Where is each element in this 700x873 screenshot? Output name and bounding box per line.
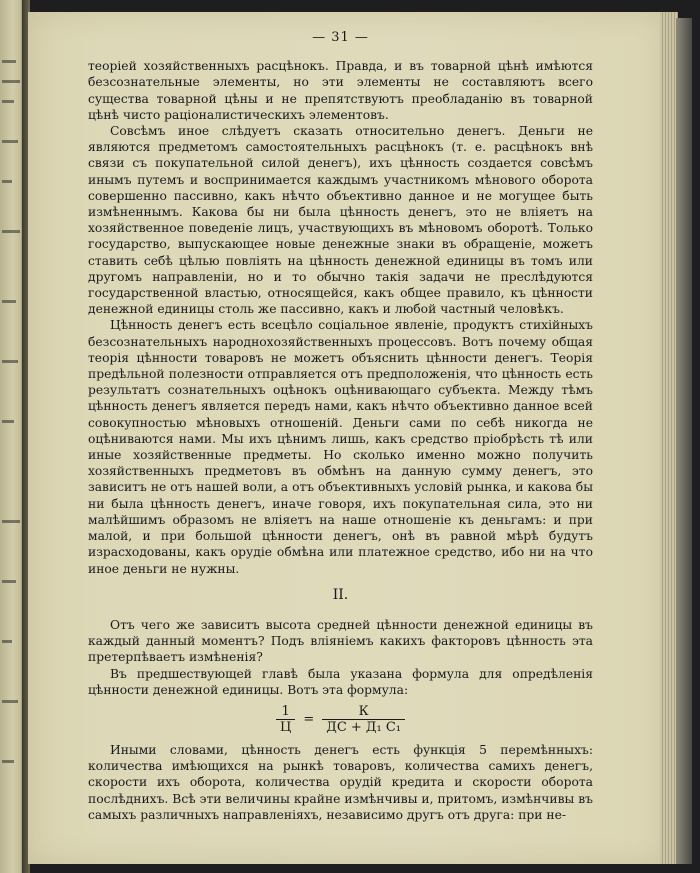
formula-equals: = xyxy=(303,711,315,727)
page-number: — 31 — xyxy=(312,30,369,45)
book-cover-edge xyxy=(676,18,692,864)
paragraph: Отъ чего же зависитъ высота средней цѣнности денежной единицы въ каждый данный моментъ? Подъ вліяніемъ какихъ факторовъ цѣнность эта претерпѣваетъ измѣненія? xyxy=(88,617,593,665)
section-heading: II. xyxy=(332,586,349,603)
formula-right-fraction xyxy=(322,704,405,736)
formula-left-denominator: Ц xyxy=(276,719,295,736)
formula-left-numerator: 1 xyxy=(281,703,290,719)
paragraph: Цѣнность денегъ есть всецѣло соціальное явленіе, продуктъ стихійныхъ безсознательныхъ народнохозяйственныхъ процессовъ. Вотъ почему общая теорія цѣнности товаровъ не можетъ объяснить цѣнности денегъ. Теорія предѣльной полезности отправляется отъ предположенія, что цѣнность есть результатъ сознательныхъ оцѣнокъ оцѣнивающаго субъекта. Между тѣмъ цѣнность денегъ является передъ нами, какъ нѣчто объективно данное всей совокупностью мѣновыхъ отношеній. Деньги сами по себѣ никогда не оцѣниваются нами. Мы ихъ цѣнимъ лишь, какъ средство пріобрѣсть тѣ или иные хозяйственные предметы. Но сколько именно можно получить хозяйственныхъ предметовъ въ обмѣнъ на данную сумму денегъ, это зависитъ не отъ нашей воли, а отъ объективныхъ условій рынка, и какова бы ни была цѣнность денегъ, иначе говоря, ихъ покупательная сила, это ни малѣйшимъ образомъ не вліяетъ на наше отношеніе къ деньгамъ: и при малой, и при большой цѣнности денегъ, онѣ въ равной мѣрѣ будутъ израсходованы, какъ орудіе обмѣна или платежное средство, ибо ни на что иное деньги не нужны. xyxy=(88,318,593,576)
formula-right-numerator: К xyxy=(358,703,369,719)
paragraph: теоріей хозяйственныхъ расцѣнокъ. Правда, и въ товарной цѣнѣ имѣются безсознательные элементы, но эти элементы не составляютъ всего существа товарной цѣны и не препятствуютъ преобладанію въ товарной цѣнѣ чисто раціоналистическихъ элементовъ. xyxy=(88,59,593,122)
formula-left-fraction xyxy=(276,704,295,736)
formula-right-denominator: ДС + Д₁ С₁ xyxy=(322,719,405,736)
paragraph: Въ предшествующей главѣ была указана формула для опредѣленія цѣнности денежной единицы. Вотъ эта формула: xyxy=(88,666,593,697)
facing-page-edge xyxy=(0,0,24,873)
paragraph: Иными словами, цѣнность денегъ есть функція 5 перемѣнныхъ: количества имѣющихся на рынкѣ товаровъ, количества самихъ денегъ, скорости ихъ оборота, количества орудій кредита и скорости оборота послѣднихъ. Всѣ эти величины крайне измѣнчивы и, притомъ, измѣнчивы въ самыхъ различныхъ направленіяхъ, независимо другъ отъ друга: при не- xyxy=(88,742,593,822)
paragraph: Совсѣмъ иное слѣдуетъ сказать относительно денегъ. Деньги не являются предметомъ самостоятельныхъ расцѣнокъ (т. е. расцѣнокъ внѣ связи съ покупательной силой денегъ), ихъ цѣнность создается совсѣмъ инымъ путемъ и воспринимается каждымъ участникомъ мѣнового оборота совершенно пассивно, какъ нѣчто объективно данное и не могущее быть измѣненнымъ. Какова бы ни была цѣнность денегъ, это не вліяетъ на хозяйственное поведеніе лицъ, участвующихъ въ мѣновомъ оборотѣ. Только государство, выпускающее новые денежные знаки въ обращеніе, можетъ ставить себѣ цѣлью повліять на цѣнность денежной единицы въ томъ или другомъ направленіи, но и то обычно такія задачи не преслѣдуются государственной властью, относящейся, какъ общее правило, къ цѣнности денежной единицы столь же пассивно, какъ и любой частный человѣкъ. xyxy=(88,124,593,317)
formula xyxy=(88,704,593,736)
page-text xyxy=(88,30,593,823)
